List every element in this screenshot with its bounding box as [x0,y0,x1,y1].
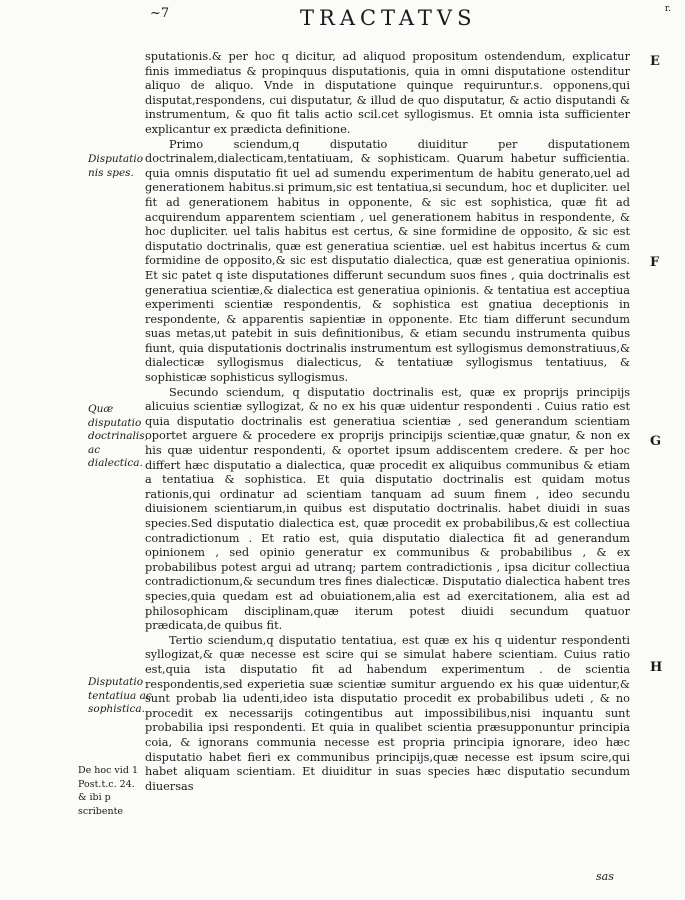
margin-note-species: Disputatio nis spes. [88,153,144,179]
main-text [145,50,630,794]
running-title: TRACTATVS [300,6,477,30]
folio-number: ~7 [150,6,170,21]
section-letter-f: F [650,255,660,270]
footnote-reference: De hoc vid 1 Post.t.c. 24. & ibi p scribente [78,765,138,817]
section-letter-e: E [650,54,660,69]
running-header [0,4,685,44]
margin-note-tentatiua: Disputatio tentatiua ac sophistica. [88,676,152,715]
paragraph-secundo: Secundo sciendum, q disputatio doctrinalis est, quæ ex proprijs principijs alicuius scientiæ syllogizat, & no ex his quæ uidentur respondenti . Cuius ratio est quia disputatio doctrinalis est generatiua scientiæ , sed generandum scientiam oportet arguere & procedere ex proprijs principijs scientiæ,quæ gnatur, & non ex his quæ uidentur respondenti, & oportet ipsum addiscentem credere. & per hoc differt hæc disputatio a dialectica, quæ procedit ex aliquibus communibus & etiam a tentatiua & sophistica. Et quia disputatio doctrinalis est quidam motus rationis,qui ordinatur ad scientiam tanquam ad suum finem , ideo secundu diuisionem scientiarum,in quibus est disputatio doctrinalis. habet diuidi in suas species.Sed disputatio dialectica est, quæ procedit ex probabilibus,& est collectiua contradictionum . Et ratio est, quia disputatio dialectica fit ad generandum opinionem , sed opinio generatur ex communibus & probabilibus , & ex probabilibus potest argui ad utranq; partem contradictionis , ipsa dicitur collectiua contradictionum,& secundum tres fines dialecticæ. Disputatio dialectica habent tres species,quia quedam est ad obuiationem,alia est ad exercitationem, alia est ad philosophicam disciplinam,quæ iterum potest diuidi secundum quatuor prædicata,de quibus fit. [145,385,630,633]
section-letter-g: G [650,434,662,449]
paragraph-tertio: Tertio sciendum,q disputatio tentatiua, est quæ ex his q uidentur respondenti syllogizat,& quæ necesse est scire qui se simulat habere scientiam. Cuius ratio est,quia ista disputatio fit ad habendum experimentum . de scientia respondentis,sed experietia suæ scientiæ sumitur arguendo ex his quæ uidentur,& sunt probab lia udenti,ideo ista disputatio procedit ex probabilibus udeti , & no procedit ex necessarijs cotingentibus aut impossibilibus,nisi inquantu sunt probabilia ipsi respondenti. Et quia in qualibet scientia præsupponuntur principia coia, & ignorans communia necesse est propria principia ignorare, ideo hæc disputatio habet fieri ex communibus principijs,quæ necesse est ipsum scire,qui habet aliquam scientiam. Et diuiditur in suas species hæc disputatio secundum diuersas [145,633,630,793]
catchword: sas [596,870,614,883]
paragraph-primo: Primo sciendum,q disputatio diuiditur per disputationem doctrinalem,dialecticam,tentatiuam, & sophisticam. Quarum habetur sufficientia. quia omnis disputatio fit uel ad sumendu experimentum de habitu generato,uel ad generationem habitus.si primum,sic est tentatiua,si secundum, hoc et dupliciter. uel fit ad generationem habitus in opponente, & sic est sophistica, quæ fit ad acquirendum apparentem scientiam , uel generationem habitus in respondente, & hoc dupliciter. uel talis habitus est certus, & sine formidine de opposito, & sic est disputatio doctrinalis, quæ est generatiua scientiæ. uel est habitus incertus & cum formidine de opposito,& sic est disputatio dialectica, quæ est generatiua opinionis. Et sic patet q iste disputationes differunt secundum suos fines , quia doctrinalis est generatiua scientiæ,& dialectica est generatiua opinionis. & tentatiua est acceptiua experimenti scientiæ respondentis, & sophistica est gnatiua deceptionis in respondente, & apparentis sapientiæ in opponente. Etc tiam differunt secundum suas metas,ut patebit in suis definitionibus, & etiam secundu instrumenta quibus fiunt, quia disputationis doctrinalis instrumentum est syllogismus demonstratiuus,& dialecticæ syllogismus dialecticus, & tentatiuæ syllogismus tentatiuus, & sophisticæ sophisticus syllogismus. [145,137,630,385]
paragraph-opening: sputationis.& per hoc q dicitur, ad aliquod propositum ostendendum, explicatur finis immediatus & propinquus disputationis, quia in omni disputatione ostenditur aliquo de aliquo. Vnde in disputatione quinque requiruntur.s. opponens,qui disputat,respondens, cui disputatur, & illud de quo disputatur, & actio disputandi & instrumentum, & quo fit talis actio scil.cet syllogismus. Et omnia ista sufficienter explicantur ex prædicta definitione. [145,50,630,136]
section-letter-h: H [650,660,663,675]
margin-note-doctrinalis: Quæ disputatio doctrinalis, ac dialectica. [88,403,148,469]
corner-mark: r. [664,4,671,14]
